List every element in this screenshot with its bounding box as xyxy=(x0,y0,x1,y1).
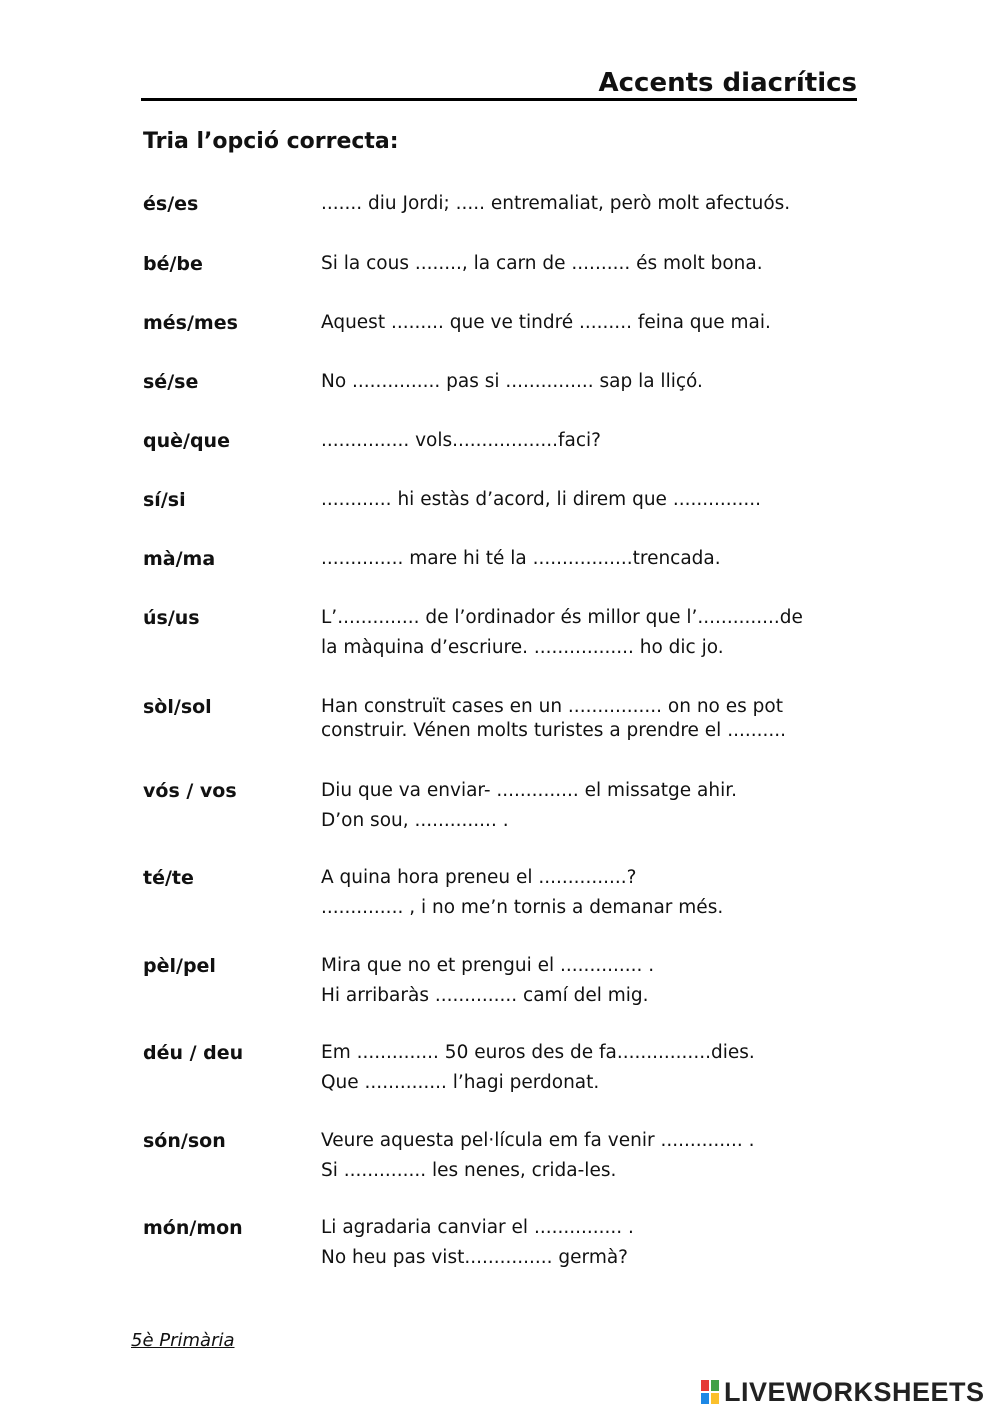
sentence-line: ............... vols..................faci? xyxy=(321,430,601,451)
sentence-line: Em .............. 50 euros des de fa................dies. xyxy=(321,1042,755,1063)
word-pair: sé/se xyxy=(143,371,199,393)
sentence-line: construir. Vénen molts turistes a prendre el .......... xyxy=(321,720,787,741)
sentence-block xyxy=(321,695,881,743)
sentence-block xyxy=(321,252,881,276)
word-pair: té/te xyxy=(143,867,194,889)
word-pair: és/es xyxy=(143,193,199,215)
sentence-line: Hi arribaràs .............. camí del mig. xyxy=(321,985,649,1006)
page-title: Accents diacrítics xyxy=(598,68,857,98)
sentence-block xyxy=(321,1041,881,1095)
sentence-line: Li agradaria canviar el ............... . xyxy=(321,1217,634,1238)
sentence-block xyxy=(321,1129,881,1183)
sentence-block xyxy=(321,1216,881,1270)
sentence-line: Mira que no et prengui el .............. . xyxy=(321,955,655,976)
sentence-line: .............. mare hi té la .................trencada. xyxy=(321,548,721,569)
sentence-line: la màquina d’escriure. ................. ho dic jo. xyxy=(321,637,724,658)
sentence-block xyxy=(321,311,881,335)
word-pair: sí/si xyxy=(143,489,186,511)
sentence-block xyxy=(321,866,881,920)
sentence-line: D’on sou, .............. . xyxy=(321,810,509,831)
sentence-block xyxy=(321,488,881,512)
word-pair: món/mon xyxy=(143,1217,243,1239)
sentence-block xyxy=(321,192,881,216)
grade-label: 5è Primària xyxy=(131,1330,235,1351)
sentence-line: A quina hora preneu el ...............? xyxy=(321,867,637,888)
logo-mark-icon xyxy=(700,1379,720,1405)
word-pair: pèl/pel xyxy=(143,955,216,977)
sentence-line: Si la cous ........, la carn de .......... és molt bona. xyxy=(321,253,763,274)
liveworksheets-logo[interactable] xyxy=(700,1378,985,1406)
sentence-block xyxy=(321,547,881,571)
sentence-line: L’.............. de l’ordinador és millor que l’..............de xyxy=(321,607,803,628)
word-pair: què/que xyxy=(143,430,230,452)
word-pair: vós / vos xyxy=(143,780,237,802)
sentence-line: Que .............. l’hagi perdonat. xyxy=(321,1072,600,1093)
sentence-block xyxy=(321,370,881,394)
sentence-line: Veure aquesta pel·lícula em fa venir .............. . xyxy=(321,1130,755,1151)
sentence-block xyxy=(321,429,881,453)
word-pair: mà/ma xyxy=(143,548,216,570)
sentence-line: Diu que va enviar- .............. el missatge ahir. xyxy=(321,780,738,801)
word-pair: ús/us xyxy=(143,607,200,629)
sentence-line: .............. , i no me’n tornis a demanar més. xyxy=(321,897,724,918)
sentence-block xyxy=(321,954,881,1008)
word-pair: més/mes xyxy=(143,312,238,334)
instruction-heading: Tria l’opció correcta: xyxy=(143,129,399,154)
sentence-line: Han construït cases en un ................ on no es pot xyxy=(321,696,783,717)
title-rule xyxy=(141,66,857,101)
word-pair: bé/be xyxy=(143,253,203,275)
word-pair: déu / deu xyxy=(143,1042,244,1064)
logo-text: LIVEWORKSHEETS xyxy=(724,1376,985,1407)
sentence-block xyxy=(321,779,881,833)
sentence-line: Si .............. les nenes, crida-les. xyxy=(321,1160,617,1181)
word-pair: sòl/sol xyxy=(143,696,212,718)
word-pair: són/son xyxy=(143,1130,226,1152)
sentence-block xyxy=(321,606,881,660)
sentence-line: No heu pas vist............... germà? xyxy=(321,1247,629,1268)
sentence-line: ....... diu Jordi; ..... entremaliat, però molt afectuós. xyxy=(321,193,791,214)
sentence-line: No ............... pas si ............... sap la lliçó. xyxy=(321,371,703,392)
sentence-line: Aquest ......... que ve tindré ......... feina que mai. xyxy=(321,312,771,333)
sentence-line: ............ hi estàs d’acord, li direm que ............... xyxy=(321,489,762,510)
